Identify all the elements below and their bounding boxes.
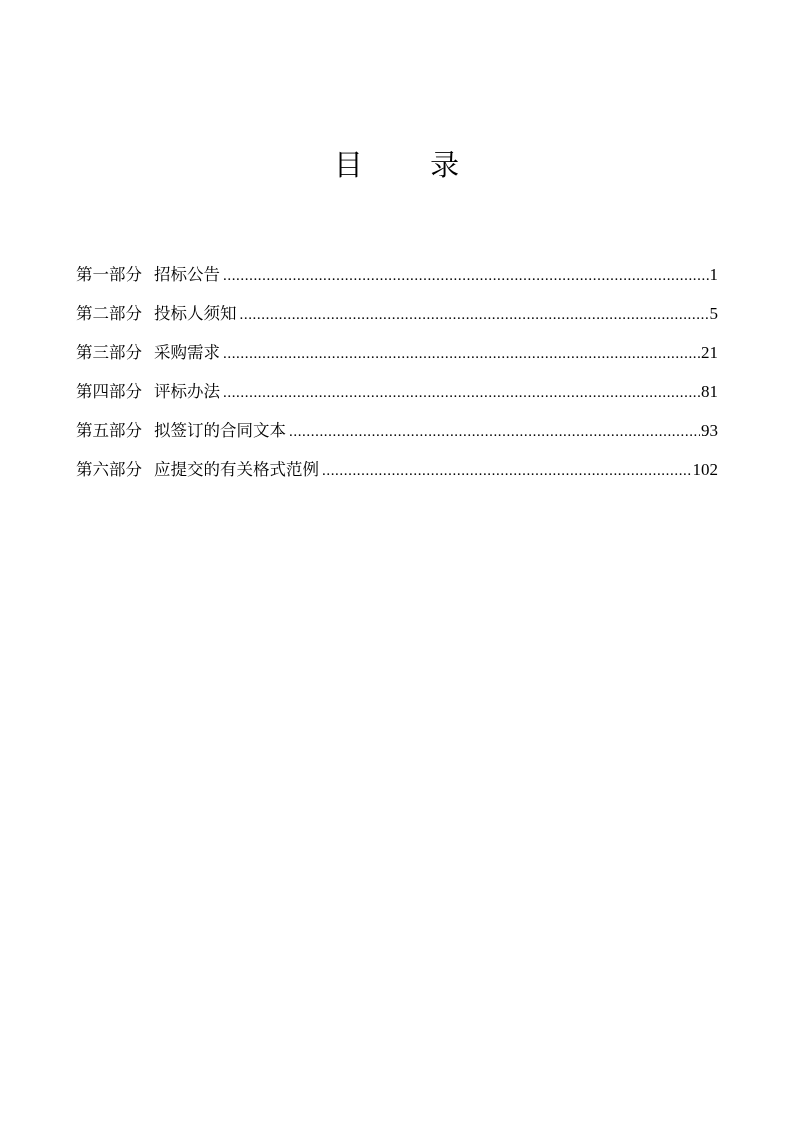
toc-entry-part: 第一部分: [76, 265, 142, 284]
toc-leader-dots: [289, 413, 700, 452]
toc-leader-dots: [223, 374, 700, 413]
toc-leader-dots: [223, 335, 700, 374]
toc-leader-dots: [322, 452, 692, 491]
toc-entry-part: 第六部分: [76, 460, 142, 479]
toc-entry-part: 第三部分: [76, 343, 142, 362]
toc-entry-name: 投标人须知: [154, 304, 237, 323]
toc-entry-name: 应提交的有关格式范例: [154, 460, 319, 479]
toc-entry-name: 评标办法: [154, 382, 220, 401]
toc-list: [76, 255, 718, 489]
toc-entry-page: 21: [701, 343, 718, 362]
toc-entry[interactable]: [76, 294, 718, 333]
toc-entry[interactable]: [76, 333, 718, 372]
toc-entry-page: 81: [701, 382, 718, 401]
toc-entry-page: 102: [692, 460, 718, 479]
toc-entry[interactable]: [76, 411, 718, 450]
toc-entry-page: 93: [701, 421, 718, 440]
toc-entry-page: 1: [709, 265, 718, 284]
toc-leader-dots: [240, 296, 709, 335]
toc-entry-part: 第四部分: [76, 382, 142, 401]
toc-entry[interactable]: [76, 450, 718, 489]
toc-entry-page: 5: [709, 304, 718, 323]
toc-entry-part: 第二部分: [76, 304, 142, 323]
toc-entry-part: 第五部分: [76, 421, 142, 440]
toc-leader-dots: [223, 257, 709, 296]
toc-title: 目 录: [333, 148, 489, 182]
toc-entry-name: 拟签订的合同文本: [154, 421, 286, 440]
toc-entry[interactable]: [76, 255, 718, 294]
toc-entry[interactable]: [76, 372, 718, 411]
toc-entry-name: 采购需求: [154, 343, 220, 362]
toc-entry-name: 招标公告: [154, 265, 220, 284]
